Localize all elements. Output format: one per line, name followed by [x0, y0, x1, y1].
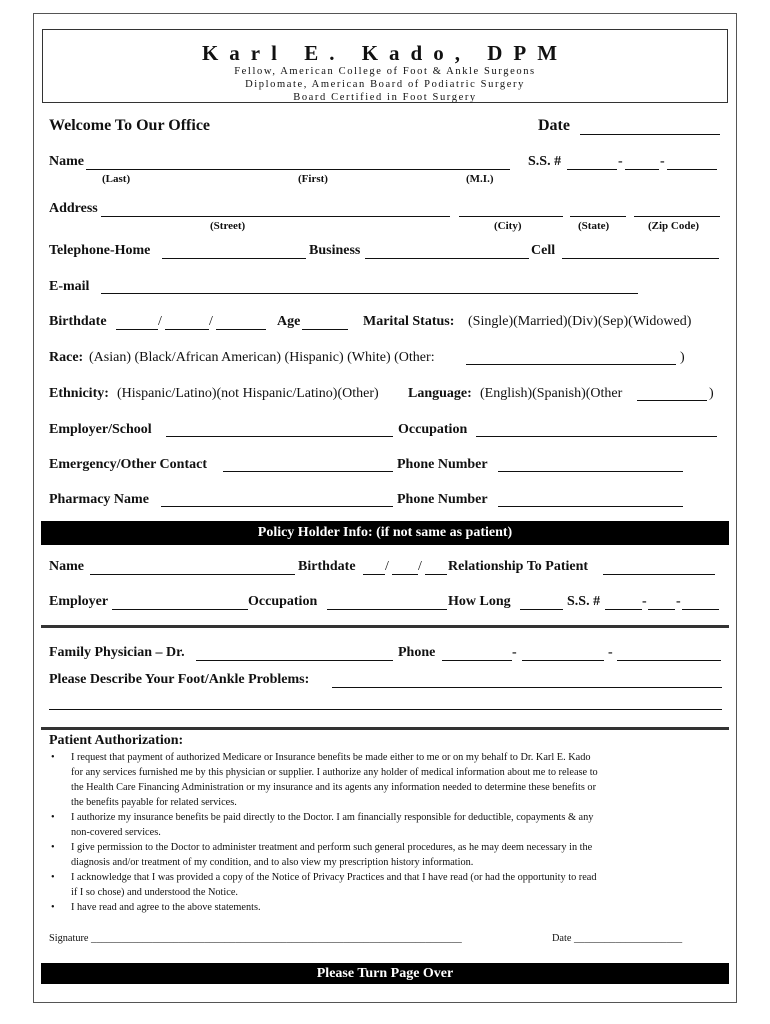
age-label: Age [277, 314, 301, 329]
cell-label: Cell [531, 243, 556, 258]
auth-item-text: I authorize my insurance benefits be paid directly to the Doctor. I am financially responsible for deductible, copayments & any non-covered services. [71, 812, 594, 838]
auth-item-1 [49, 750, 729, 810]
ph-relationship-label: Relationship To Patient [448, 559, 589, 574]
ss-dash-2: - [660, 154, 665, 169]
signature-label: Signature [49, 933, 89, 944]
sub-label-state: (State) [578, 220, 610, 232]
race-other-field[interactable] [466, 364, 676, 365]
race-label: Race: [49, 350, 84, 365]
policy-holder-bar: Policy Holder Info: (if not same as patient) [41, 521, 729, 545]
cell-field[interactable] [562, 258, 719, 259]
signature-row [49, 933, 462, 944]
telephone-home-label: Telephone-Home [49, 243, 151, 258]
ph-occupation-field[interactable] [327, 609, 447, 610]
credential-line-1: Fellow, American College of Foot & Ankle Surgeons [234, 66, 536, 77]
language-options[interactable]: (English)(Spanish)(Other [480, 386, 623, 401]
ph-ss-part1[interactable] [605, 609, 642, 610]
pharmacy-phone-label: Phone Number [397, 492, 488, 507]
section-divider-1 [41, 625, 729, 628]
bullet-icon: • [51, 812, 55, 823]
sub-label-zip: (Zip Code) [648, 220, 700, 232]
employer-school-label: Employer/School [49, 422, 152, 437]
ss-dash-1: - [618, 154, 623, 169]
emergency-phone-field[interactable] [498, 471, 683, 472]
ph-ss-dash-2: - [676, 594, 681, 609]
business-label: Business [309, 243, 361, 258]
section-divider-2 [41, 727, 729, 730]
date-field[interactable] [580, 134, 720, 135]
age-field[interactable] [302, 329, 348, 330]
street-field[interactable] [101, 216, 450, 217]
letterhead [42, 29, 728, 103]
race-close: ) [680, 350, 685, 365]
auth-item-text: I give permission to the Doctor to administer treatment and perform such general procedures, as he may deem necessary in the diagnosis and/or treatment of my condition, and to also view my prescription history information. [71, 842, 593, 868]
sub-label-first: (First) [298, 173, 328, 185]
ph-ss-label: S.S. # [567, 594, 601, 609]
describe-problems-field[interactable] [332, 687, 722, 688]
signature-date-field[interactable]: _____________________ [574, 933, 683, 944]
sub-label-mi: (M.I.) [466, 173, 494, 185]
ph-relationship-field[interactable] [603, 574, 715, 575]
ph-date-slash-1: / [385, 559, 389, 574]
birth-year-field[interactable] [216, 329, 266, 330]
credential-line-2: Diplomate, American Board of Podiatric Surgery [245, 79, 525, 90]
sub-label-city: (City) [494, 220, 522, 232]
patient-authorization-heading: Patient Authorization: [49, 733, 184, 748]
sub-label-last: (Last) [102, 173, 131, 185]
auth-item-text: I have read and agree to the above statements. [71, 902, 261, 913]
ethnicity-options[interactable]: (Hispanic/Latino)(not Hispanic/Latino)(Other) [117, 386, 379, 401]
ph-occupation-label: Occupation [248, 594, 318, 609]
bullet-icon: • [51, 872, 55, 883]
ph-employer-label: Employer [49, 594, 109, 609]
ph-date-slash-2: / [418, 559, 422, 574]
marital-status-options[interactable]: (Single)(Married)(Div)(Sep)(Widowed) [468, 314, 692, 329]
doctor-name: Karl E. Kado, DPM [201, 41, 569, 65]
emergency-phone-label: Phone Number [397, 457, 488, 472]
pharmacy-name-field[interactable] [161, 506, 393, 507]
ph-birthdate-label: Birthdate [298, 559, 356, 574]
bullet-icon: • [51, 902, 55, 913]
date-label: Date [538, 117, 570, 134]
date-slash-1: / [158, 314, 162, 329]
ph-ss-part3[interactable] [682, 609, 719, 610]
business-phone-field[interactable] [365, 258, 529, 259]
ph-how-long-label: How Long [448, 594, 511, 609]
phone-dash-1: - [512, 645, 517, 660]
ph-ss-part2[interactable] [648, 609, 675, 610]
authorization-list [49, 750, 729, 915]
welcome-heading: Welcome To Our Office [49, 117, 211, 134]
auth-item-5 [49, 900, 729, 915]
occupation-label: Occupation [398, 422, 468, 437]
email-field[interactable] [101, 293, 638, 294]
signature-date-label: Date [552, 933, 572, 944]
physician-phone-part1[interactable] [442, 660, 512, 661]
bullet-icon: • [51, 842, 55, 853]
ss-label: S.S. # [528, 154, 562, 169]
auth-item-2 [49, 810, 729, 840]
auth-item-3 [49, 840, 729, 870]
address-label: Address [49, 201, 98, 216]
bullet-icon: • [51, 752, 55, 763]
state-field[interactable] [570, 216, 626, 217]
race-options[interactable]: (Asian) (Black/African American) (Hispanic) (White) (Other: [89, 350, 435, 365]
ph-ss-dash-1: - [642, 594, 647, 609]
ss-field-part2[interactable] [625, 169, 659, 170]
email-label: E-mail [49, 279, 90, 294]
name-field[interactable] [86, 169, 510, 170]
ethnicity-label: Ethnicity: [49, 386, 109, 401]
birth-day-field[interactable] [165, 329, 209, 330]
auth-item-4 [49, 870, 729, 900]
ph-name-field[interactable] [90, 574, 295, 575]
ss-field-part3[interactable] [667, 169, 717, 170]
language-other-field[interactable] [637, 400, 707, 401]
auth-item-text: I acknowledge that I was provided a copy of the Notice of Privacy Practices and that I have read (or had the opportunity to read if I so chose) and understood the Notice. [71, 872, 597, 898]
emergency-contact-label: Emergency/Other Contact [49, 457, 207, 472]
physician-phone-part3[interactable] [617, 660, 721, 661]
name-label: Name [49, 154, 84, 169]
ss-field-part1[interactable] [567, 169, 617, 170]
date-slash-2: / [209, 314, 213, 329]
credential-line-3: Board Certified in Foot Surgery [293, 92, 477, 103]
marital-status-label: Marital Status: [363, 314, 455, 329]
emergency-contact-field[interactable] [223, 471, 393, 472]
signature-date-row [552, 933, 682, 944]
describe-problems-field-2[interactable] [49, 709, 722, 710]
turn-page-bar: Please Turn Page Over [41, 963, 729, 984]
ph-employer-field[interactable] [112, 609, 248, 610]
ph-birth-day-field[interactable] [392, 574, 418, 575]
auth-item-text: I request that payment of authorized Medicare or Insurance benefits be made either to me or on my behalf to Dr. Karl E. Kado for any services furnished me by this physician or supplier. I authorize any holder of medical information about me to release to the Health Care Financing Administration or my insurance and its agents any information needed to determine these benefits or the benefits payable for related services. [71, 752, 598, 808]
employer-school-field[interactable] [166, 436, 393, 437]
describe-problems-label: Please Describe Your Foot/Ankle Problems: [49, 672, 310, 687]
physician-phone-label: Phone [398, 645, 436, 660]
ph-name-label: Name [49, 559, 84, 574]
pharmacy-phone-field[interactable] [498, 506, 683, 507]
ph-birth-month-field[interactable] [363, 574, 385, 575]
sub-label-street: (Street) [210, 220, 246, 232]
family-physician-label: Family Physician – Dr. [49, 645, 185, 660]
family-physician-field[interactable] [196, 660, 393, 661]
signature-field[interactable]: ________________________________________________________________________ [91, 933, 462, 944]
birthdate-label: Birthdate [49, 314, 107, 329]
pharmacy-name-label: Pharmacy Name [49, 492, 149, 507]
phone-dash-2: - [608, 645, 613, 660]
language-close: ) [709, 386, 714, 401]
occupation-field[interactable] [476, 436, 717, 437]
language-label: Language: [408, 386, 472, 401]
physician-phone-part2[interactable] [522, 660, 604, 661]
ph-how-long-field[interactable] [520, 609, 563, 610]
ph-birth-year-field[interactable] [425, 574, 447, 575]
birth-month-field[interactable] [116, 329, 158, 330]
telephone-home-field[interactable] [162, 258, 306, 259]
zip-field[interactable] [634, 216, 720, 217]
city-field[interactable] [459, 216, 563, 217]
